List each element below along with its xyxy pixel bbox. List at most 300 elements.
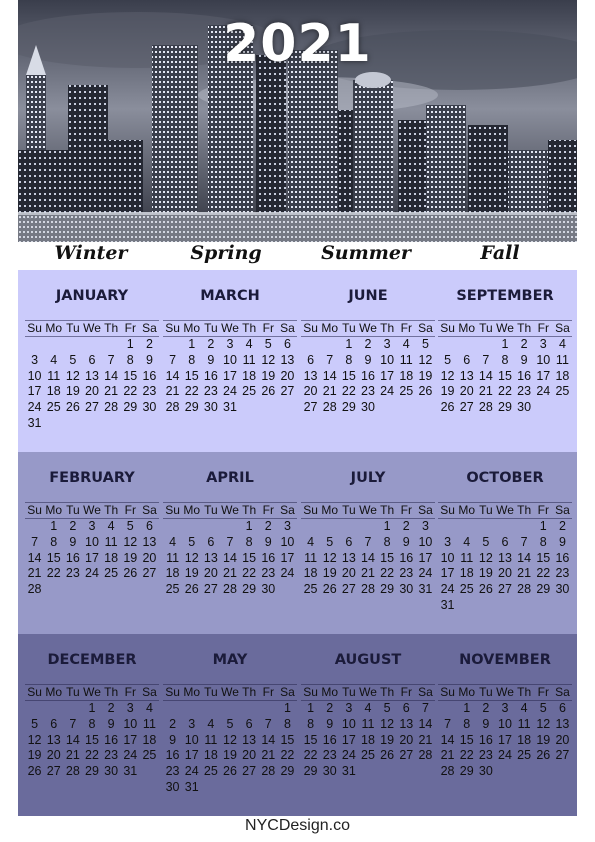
weekday-header — [163, 684, 297, 701]
day-cell: 31 — [440, 597, 455, 612]
weekday-label: Th — [517, 503, 532, 517]
empty-day-cell — [438, 701, 457, 717]
weekday-label: Mo — [45, 503, 63, 517]
day-cell: 6 — [145, 519, 153, 533]
empty-day-cell — [515, 519, 534, 535]
day-cell: 24 — [536, 384, 551, 399]
weekday-label: We — [83, 685, 101, 699]
day-cell: 14 — [361, 550, 375, 565]
empty-day-cell — [182, 701, 201, 717]
day-cell: 26 — [440, 400, 455, 415]
day-grid — [301, 519, 435, 598]
day-cell: 29 — [536, 582, 551, 597]
day-cell: 8 — [345, 352, 353, 367]
day-cell: 12 — [478, 550, 493, 565]
day-cell: 2 — [402, 519, 410, 533]
empty-day-cell — [457, 337, 476, 353]
weekday-label: Th — [104, 503, 119, 517]
day-cell: 24 — [440, 582, 455, 597]
weekday-label: Mo — [45, 321, 63, 335]
footer-credit: NYCDesign.co — [245, 817, 350, 834]
day-cell: 25 — [165, 582, 180, 597]
day-cell: 4 — [558, 337, 566, 351]
day-cell: 21 — [418, 732, 433, 747]
calendar-band-1 — [18, 270, 577, 452]
day-cell: 12 — [65, 368, 80, 383]
day-cell: 8 — [501, 352, 509, 367]
weekday-label: Mo — [321, 685, 339, 699]
day-cell: 30 — [165, 779, 180, 794]
day-cell: 22 — [46, 566, 61, 581]
day-grid — [163, 519, 297, 598]
month-september — [438, 270, 572, 452]
day-cell: 19 — [65, 384, 80, 399]
day-cell: 11 — [517, 716, 531, 731]
month-august — [301, 634, 435, 816]
day-cell: 16 — [65, 550, 80, 565]
weekday-label: Fr — [262, 503, 274, 517]
empty-day-cell — [301, 337, 320, 353]
month-july — [301, 452, 435, 634]
weekday-header — [301, 320, 435, 337]
day-cell: 11 — [242, 352, 256, 367]
day-cell: 3 — [226, 337, 234, 351]
day-cell: 19 — [223, 748, 237, 763]
day-cell: 13 — [203, 550, 218, 565]
day-cell: 5 — [444, 352, 452, 367]
day-cell: 15 — [303, 732, 318, 747]
day-cell: 10 — [184, 732, 199, 747]
day-cell: 27 — [280, 384, 295, 399]
day-cell: 11 — [304, 550, 318, 565]
weekday-label: Su — [165, 321, 180, 335]
weekday-label: Su — [165, 503, 180, 517]
weekday-label: We — [221, 321, 239, 335]
day-cell: 25 — [203, 764, 218, 779]
day-cell: 30 — [478, 764, 493, 779]
empty-day-cell — [240, 701, 259, 717]
day-cell: 11 — [555, 352, 569, 367]
day-cell: 3 — [31, 352, 39, 367]
day-cell: 6 — [207, 534, 215, 549]
empty-day-cell — [220, 701, 239, 717]
day-cell: 27 — [459, 400, 474, 415]
day-cell: 5 — [383, 701, 391, 715]
day-cell: 26 — [223, 764, 237, 779]
day-cell: 13 — [498, 550, 512, 565]
day-cell: 27 — [242, 764, 257, 779]
day-cell: 20 — [280, 368, 295, 383]
day-cell: 18 — [399, 368, 414, 383]
day-cell: 25 — [242, 384, 257, 399]
day-cell: 25 — [399, 384, 414, 399]
weekday-label: Sa — [418, 685, 433, 699]
day-cell: 18 — [361, 732, 375, 747]
day-cell: 5 — [226, 716, 234, 731]
weekday-label: Fr — [124, 685, 136, 699]
day-grid — [438, 519, 572, 614]
day-cell: 23 — [555, 566, 570, 581]
day-grid — [438, 701, 572, 780]
day-cell: 21 — [478, 384, 493, 399]
weekday-label: Tu — [342, 503, 356, 517]
day-cell: 1 — [539, 519, 547, 533]
day-cell: 6 — [307, 352, 315, 367]
day-cell: 4 — [50, 352, 58, 367]
day-cell: 17 — [184, 748, 199, 763]
weekday-label: Fr — [400, 685, 412, 699]
weekday-label: We — [359, 685, 377, 699]
month-february — [25, 452, 159, 634]
weekday-header — [438, 684, 572, 701]
day-cell: 31 — [418, 582, 433, 597]
weekday-label: Tu — [342, 321, 356, 335]
empty-day-cell — [495, 519, 514, 535]
day-cell: 4 — [520, 701, 528, 715]
day-cell: 25 — [142, 748, 157, 763]
day-cell: 24 — [380, 384, 395, 399]
day-cell: 9 — [169, 732, 177, 747]
day-cell: 30 — [203, 400, 218, 415]
day-cell: 10 — [223, 352, 237, 367]
empty-day-cell — [182, 519, 201, 535]
day-cell: 24 — [498, 748, 512, 763]
day-cell: 12 — [261, 352, 276, 367]
month-december — [25, 634, 159, 816]
weekday-label: We — [221, 685, 239, 699]
day-cell: 1 — [383, 519, 391, 533]
day-cell: 11 — [361, 716, 375, 731]
empty-day-cell — [63, 337, 82, 353]
day-cell: 13 — [555, 716, 570, 731]
day-cell: 29 — [380, 582, 395, 597]
day-cell: 27 — [303, 400, 318, 415]
day-cell: 14 — [322, 368, 337, 383]
day-cell: 27 — [46, 764, 61, 779]
weekday-label: Su — [303, 321, 318, 335]
day-cell: 27 — [399, 748, 414, 763]
day-cell: 31 — [123, 764, 138, 779]
day-cell: 15 — [242, 550, 257, 565]
day-cell: 30 — [399, 582, 414, 597]
day-cell: 24 — [341, 748, 356, 763]
day-cell: 12 — [27, 732, 42, 747]
day-cell: 9 — [264, 534, 272, 549]
day-cell: 20 — [303, 384, 318, 399]
day-cell: 3 — [539, 337, 547, 351]
day-cell: 8 — [245, 534, 253, 549]
weekday-label: Sa — [418, 321, 433, 335]
day-cell: 28 — [478, 400, 493, 415]
calendar-band-3 — [18, 634, 577, 816]
day-cell: 27 — [341, 582, 356, 597]
day-cell: 4 — [463, 534, 471, 549]
day-cell: 26 — [478, 582, 493, 597]
day-cell: 8 — [539, 534, 547, 549]
day-cell: 4 — [402, 337, 410, 351]
day-cell: 7 — [264, 716, 272, 731]
day-cell: 21 — [165, 384, 180, 399]
day-cell: 2 — [482, 701, 490, 715]
weekday-label: Th — [242, 685, 257, 699]
empty-day-cell — [163, 701, 182, 717]
day-cell: 20 — [203, 566, 218, 581]
month-name: JANUARY — [55, 288, 129, 304]
empty-day-cell — [259, 701, 278, 717]
empty-day-cell — [102, 337, 121, 353]
day-cell: 7 — [226, 534, 234, 549]
day-cell: 14 — [440, 732, 455, 747]
day-cell: 23 — [142, 384, 157, 399]
day-cell: 9 — [364, 352, 372, 367]
weekday-label: Tu — [479, 685, 493, 699]
day-cell: 9 — [69, 534, 77, 549]
day-cell: 26 — [322, 582, 337, 597]
day-cell: 12 — [536, 716, 551, 731]
weekday-label: Mo — [183, 685, 201, 699]
day-cell: 7 — [520, 534, 528, 549]
weekday-label: Tu — [204, 321, 218, 335]
day-cell: 16 — [555, 550, 570, 565]
weekday-label: Su — [303, 685, 318, 699]
day-cell: 12 — [123, 534, 138, 549]
day-cell: 29 — [280, 764, 295, 779]
day-cell: 20 — [555, 732, 570, 747]
day-cell: 30 — [261, 582, 276, 597]
day-cell: 29 — [242, 582, 257, 597]
day-cell: 11 — [104, 534, 118, 549]
day-cell: 23 — [478, 748, 493, 763]
day-cell: 30 — [361, 400, 375, 415]
day-grid — [301, 337, 435, 416]
day-cell: 20 — [399, 732, 414, 747]
empty-day-cell — [163, 337, 182, 353]
day-cell: 25 — [303, 582, 318, 597]
day-cell: 3 — [501, 701, 509, 715]
day-cell: 17 — [341, 732, 356, 747]
day-cell: 20 — [85, 384, 99, 399]
day-cell: 25 — [46, 400, 61, 415]
day-cell: 2 — [520, 337, 528, 351]
day-cell: 16 — [104, 732, 119, 747]
weekday-label: Sa — [555, 685, 570, 699]
day-cell: 28 — [165, 400, 180, 415]
day-cell: 27 — [85, 400, 99, 415]
day-cell: 13 — [459, 368, 474, 383]
day-cell: 15 — [341, 368, 356, 383]
day-cell: 25 — [361, 748, 375, 763]
month-january — [25, 270, 159, 452]
day-cell: 17 — [123, 732, 138, 747]
empty-day-cell — [25, 701, 44, 717]
day-cell: 23 — [399, 566, 414, 581]
month-name: DECEMBER — [47, 652, 137, 668]
day-cell: 6 — [463, 352, 471, 367]
empty-day-cell — [457, 519, 476, 535]
day-cell: 29 — [123, 400, 138, 415]
day-cell: 11 — [142, 716, 156, 731]
month-november — [438, 634, 572, 816]
day-cell: 6 — [245, 716, 253, 731]
day-cell: 10 — [341, 716, 356, 731]
day-cell: 10 — [123, 716, 138, 731]
day-cell: 12 — [418, 352, 433, 367]
weekday-label: Sa — [142, 321, 157, 335]
day-grid — [301, 701, 435, 780]
weekday-header — [301, 502, 435, 519]
day-cell: 29 — [459, 764, 474, 779]
day-cell: 22 — [184, 384, 199, 399]
day-cell: 18 — [142, 732, 157, 747]
weekday-label: Su — [440, 503, 455, 517]
day-cell: 10 — [498, 716, 512, 731]
day-cell: 6 — [88, 352, 96, 367]
day-cell: 31 — [341, 764, 356, 779]
day-cell: 9 — [520, 352, 528, 367]
day-cell: 5 — [126, 519, 134, 533]
empty-day-cell — [44, 337, 63, 353]
day-cell: 7 — [482, 352, 490, 367]
day-cell: 21 — [261, 748, 276, 763]
month-name: OCTOBER — [466, 470, 544, 486]
season-winter: Winter — [54, 242, 128, 264]
weekday-label: Mo — [183, 321, 201, 335]
weekday-label: Mo — [45, 685, 63, 699]
day-cell: 17 — [280, 550, 295, 565]
weekday-header — [301, 684, 435, 701]
day-cell: 8 — [88, 716, 96, 731]
day-cell: 5 — [326, 534, 334, 549]
day-cell: 16 — [322, 732, 337, 747]
day-cell: 28 — [440, 764, 455, 779]
day-cell: 7 — [444, 716, 452, 731]
day-cell: 26 — [123, 566, 138, 581]
day-grid — [163, 337, 297, 416]
day-cell: 8 — [463, 716, 471, 731]
day-cell: 18 — [104, 550, 119, 565]
day-cell: 27 — [498, 582, 512, 597]
day-cell: 2 — [558, 519, 566, 533]
day-cell: 6 — [50, 716, 58, 731]
day-cell: 29 — [85, 764, 99, 779]
day-cell: 22 — [280, 748, 295, 763]
day-cell: 1 — [345, 337, 353, 351]
month-name: APRIL — [206, 470, 254, 486]
day-cell: 27 — [142, 566, 157, 581]
day-cell: 9 — [326, 716, 334, 731]
day-cell: 3 — [383, 337, 391, 351]
day-cell: 24 — [418, 566, 433, 581]
day-cell: 4 — [364, 701, 372, 715]
day-cell: 21 — [223, 566, 237, 581]
empty-day-cell — [201, 519, 220, 535]
day-cell: 10 — [440, 550, 455, 565]
empty-day-cell — [201, 701, 220, 717]
weekday-label: Th — [380, 503, 395, 517]
day-cell: 24 — [223, 384, 237, 399]
day-cell: 19 — [478, 566, 493, 581]
day-cell: 19 — [322, 566, 337, 581]
empty-day-cell — [438, 337, 457, 353]
month-june — [301, 270, 435, 452]
weekday-header — [438, 320, 572, 337]
day-cell: 1 — [283, 701, 291, 715]
day-cell: 31 — [223, 400, 237, 415]
day-cell: 15 — [280, 732, 295, 747]
day-cell: 13 — [399, 716, 414, 731]
day-cell: 3 — [283, 519, 291, 533]
day-cell: 26 — [380, 748, 395, 763]
day-cell: 11 — [47, 368, 61, 383]
day-cell: 10 — [280, 534, 295, 549]
month-name: NOVEMBER — [459, 652, 551, 668]
day-cell: 21 — [440, 748, 455, 763]
weekday-label: Su — [27, 503, 42, 517]
day-cell: 26 — [261, 384, 276, 399]
day-cell: 12 — [184, 550, 199, 565]
day-cell: 12 — [322, 550, 337, 565]
weekday-label: Sa — [555, 321, 570, 335]
day-cell: 3 — [188, 716, 196, 731]
day-cell: 6 — [402, 701, 410, 715]
day-cell: 1 — [307, 701, 315, 715]
day-cell: 14 — [27, 550, 42, 565]
day-cell: 9 — [145, 352, 153, 367]
day-cell: 15 — [536, 550, 551, 565]
day-cell: 8 — [283, 716, 291, 731]
day-cell: 16 — [399, 550, 414, 565]
weekday-header — [25, 320, 159, 337]
weekday-label: Fr — [537, 321, 549, 335]
weekday-label: Th — [242, 321, 257, 335]
day-cell: 26 — [27, 764, 42, 779]
day-cell: 10 — [85, 534, 99, 549]
day-cell: 29 — [498, 400, 512, 415]
day-cell: 13 — [280, 352, 295, 367]
day-grid — [163, 701, 297, 796]
day-cell: 1 — [88, 701, 96, 715]
weekday-label: Mo — [458, 321, 476, 335]
weekday-label: Fr — [537, 503, 549, 517]
day-cell: 4 — [307, 534, 315, 549]
day-cell: 5 — [31, 716, 39, 731]
day-cell: 23 — [165, 764, 180, 779]
day-cell: 21 — [361, 566, 375, 581]
empty-day-cell — [301, 519, 320, 535]
weekday-label: We — [359, 321, 377, 335]
weekday-label: Th — [517, 321, 532, 335]
day-cell: 11 — [166, 550, 180, 565]
day-cell: 18 — [165, 566, 180, 581]
weekday-label: Su — [440, 321, 455, 335]
day-cell: 8 — [383, 534, 391, 549]
empty-day-cell — [220, 519, 239, 535]
day-cell: 9 — [402, 534, 410, 549]
month-name: JUNE — [348, 288, 388, 304]
weekday-label: Tu — [204, 685, 218, 699]
day-cell: 12 — [440, 368, 455, 383]
day-cell: 25 — [517, 748, 532, 763]
day-cell: 23 — [104, 748, 119, 763]
weekday-label: Fr — [262, 321, 274, 335]
day-cell: 25 — [459, 582, 474, 597]
day-cell: 13 — [85, 368, 99, 383]
weekday-label: Tu — [479, 321, 493, 335]
day-cell: 7 — [364, 534, 372, 549]
day-cell: 18 — [46, 384, 61, 399]
day-cell: 19 — [261, 368, 276, 383]
day-cell: 14 — [223, 550, 237, 565]
